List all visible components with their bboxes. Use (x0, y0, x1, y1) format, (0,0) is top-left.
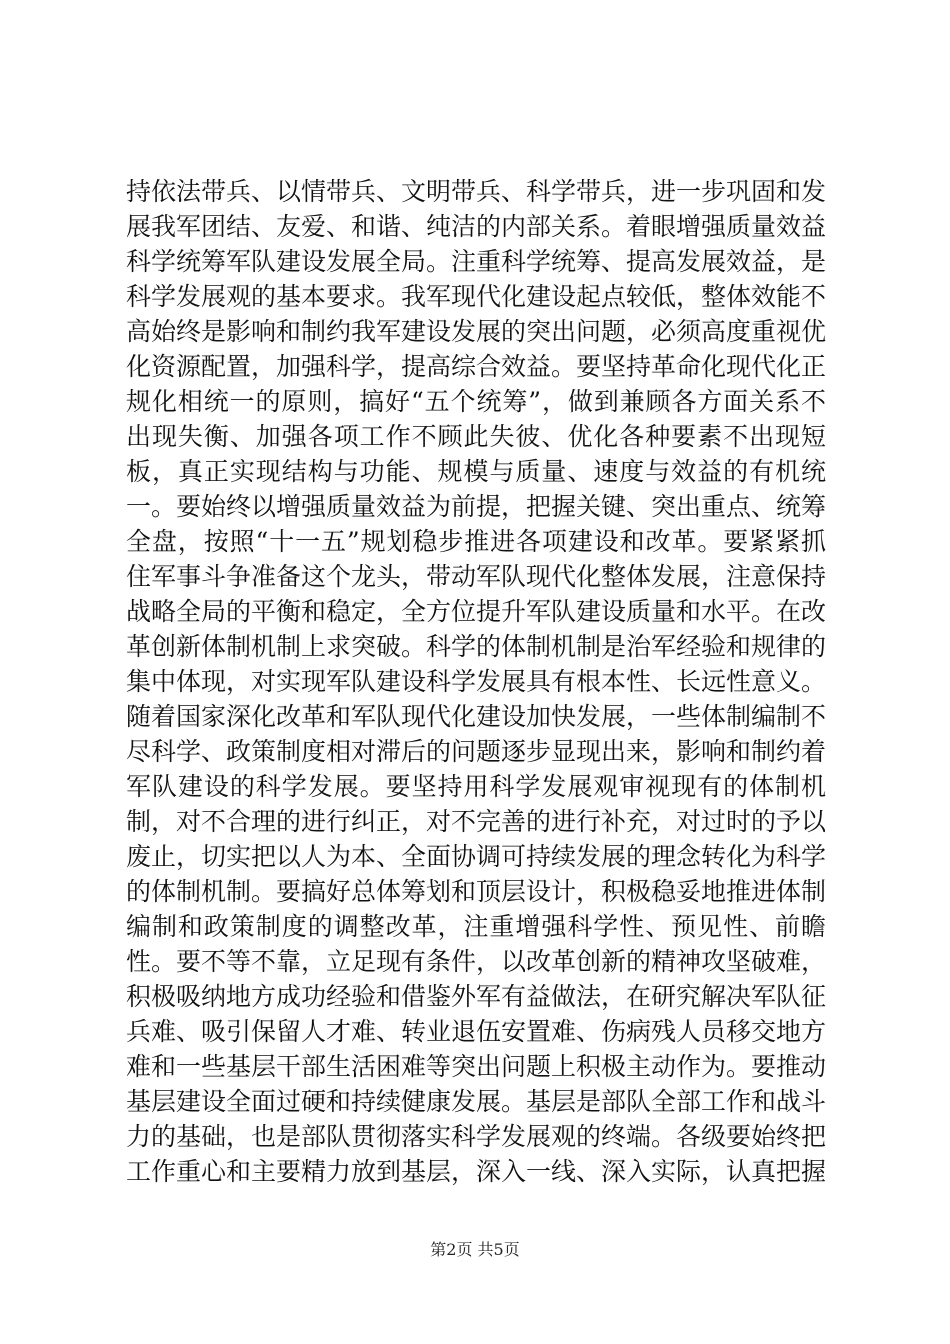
page-footer: 第2页 共5页 (430, 1240, 520, 1259)
body-paragraph: 持依法带兵、以情带兵、文明带兵、科学带兵，进一步巩固和发展我军团结、友爱、和谐、纯洁的内部关系。着眼增强质量效益科学统筹军队建设发展全局。注重科学统筹、提高发展效益，是科学发展观的基本要求。我军现代化建设起点较低，整体效能不高始终是影响和制约我军建设发展的突出问题，必须高度重视优化资源配置，加强科学，提高综合效益。要坚持革命化现代化正规化相统一的原则，搞好“五个统筹”，做到兼顾各方面关系不出现失衡、加强各项工作不顾此失彼、优化各种要素不出现短板，真正实现结构与功能、规模与质量、速度与效益的有机统一。要始终以增强质量效益为前提，把握关键、突出重点、统筹全盘，按照“十一五”规划稳步推进各项建设和改革。要紧紧抓住军事斗争准备这个龙头，带动军队现代化整体发展，注意保持战略全局的平衡和稳定，全方位提升军队建设质量和水平。在改革创新体制机制上求突破。科学的体制机制是治军经验和规律的集中体现，对实现军队建设科学发展具有根本性、长远性意义。随着国家深化改革和军队现代化建设加快发展，一些体制编制不尽科学、政策制度相对滞后的问题逐步显现出来，影响和制约着军队建设的科学发展。要坚持用科学发展观审视现有的体制机制，对不合理的进行纠正，对不完善的进行补充，对过时的予以废止，切实把以人为本、全面协调可持续发展的理念转化为科学的体制机制。要搞好总体筹划和顶层设计，积极稳妥地推进体制编制和政策制度的调整改革，注重增强科学性、预见性、前瞻性。要不等不靠，立足现有条件，以改革创新的精神攻坚破难，积极吸纳地方成功经验和借鉴外军有益做法，在研究解决军队征兵难、吸引保留人才难、转业退伍安置难、伤病残人员移交地方难和一些基层干部生活困难等突出问题上积极主动作为。要推动基层建设全面过硬和持续健康发展。基层是部队全部工作和战斗力的基础，也是部队贯彻落实科学发展观的终端。各级要始终把工作重心和主要精力放到基层，深入一线、深入实际，认真把握 (126, 177, 826, 1186)
